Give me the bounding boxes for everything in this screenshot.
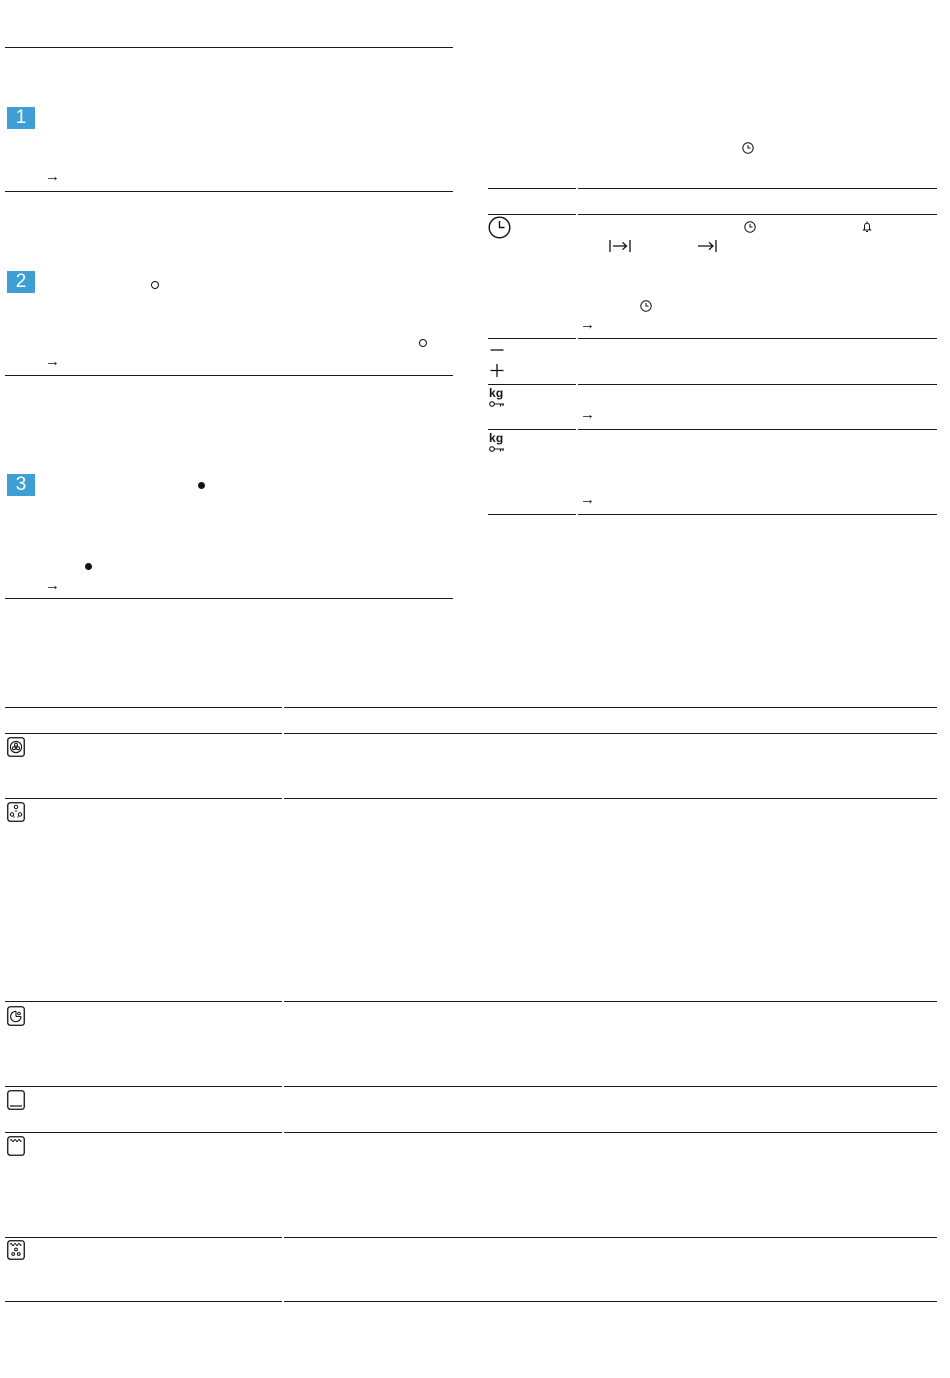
table-rule xyxy=(578,384,937,385)
filled-dot-icon xyxy=(85,563,92,570)
divider xyxy=(5,598,453,599)
clock-icon xyxy=(742,142,754,154)
result-arrow: → xyxy=(580,406,595,423)
open-circle-icon xyxy=(419,339,427,347)
filled-dot-icon xyxy=(198,482,205,489)
table-rule xyxy=(578,338,937,339)
result-arrow: → xyxy=(45,168,60,185)
weight-label: kg xyxy=(489,431,504,445)
open-circle-icon xyxy=(151,281,159,289)
step-number-badge: 2 xyxy=(7,271,35,293)
table-rule xyxy=(578,214,937,215)
end-time-icon xyxy=(697,239,717,253)
table-rule xyxy=(488,384,576,385)
table-rule xyxy=(5,1132,282,1133)
table-rule xyxy=(284,1132,937,1133)
table-rule xyxy=(5,798,282,799)
key-icon xyxy=(489,400,505,408)
hot-air-icon xyxy=(7,737,25,757)
result-arrow: → xyxy=(580,316,595,333)
table-rule xyxy=(578,514,937,515)
circulated-air-grill-icon xyxy=(7,1240,25,1260)
table-rule xyxy=(488,338,576,339)
table-rule xyxy=(284,733,937,734)
table-rule xyxy=(488,214,576,215)
bottom-heat-icon xyxy=(7,1090,25,1110)
table-rule xyxy=(284,1001,937,1002)
table-rule xyxy=(488,514,576,515)
table-rule xyxy=(5,1301,282,1302)
table-rule xyxy=(5,1086,282,1087)
table-rule xyxy=(578,188,937,189)
bell-icon xyxy=(861,220,873,233)
clock-icon xyxy=(640,300,652,312)
weight-label: kg xyxy=(489,386,504,400)
clock-icon xyxy=(744,221,756,233)
table-rule xyxy=(5,707,282,708)
table-rule xyxy=(284,1086,937,1087)
result-arrow: → xyxy=(45,577,60,594)
table-rule xyxy=(5,1237,282,1238)
plus-icon xyxy=(490,364,504,377)
step-number-badge: 1 xyxy=(7,107,35,129)
step-number-badge: 3 xyxy=(7,474,35,496)
result-arrow: → xyxy=(45,353,60,370)
clock-icon xyxy=(488,216,511,239)
table-rule xyxy=(488,429,576,430)
grill-icon xyxy=(7,1136,25,1156)
divider xyxy=(5,47,453,48)
table-rule xyxy=(5,733,282,734)
minus-icon xyxy=(490,344,504,356)
pizza-setting-icon xyxy=(7,1006,25,1026)
table-rule xyxy=(488,188,576,189)
divider xyxy=(5,375,453,376)
table-rule xyxy=(284,707,937,708)
3d-hot-air-icon xyxy=(7,802,25,822)
divider xyxy=(5,191,453,192)
result-arrow: → xyxy=(580,491,595,508)
table-rule xyxy=(284,1237,937,1238)
table-rule xyxy=(578,429,937,430)
key-icon xyxy=(489,445,505,453)
table-rule xyxy=(284,798,937,799)
table-rule xyxy=(284,1301,937,1302)
duration-icon xyxy=(609,239,631,253)
table-rule xyxy=(5,1001,282,1002)
